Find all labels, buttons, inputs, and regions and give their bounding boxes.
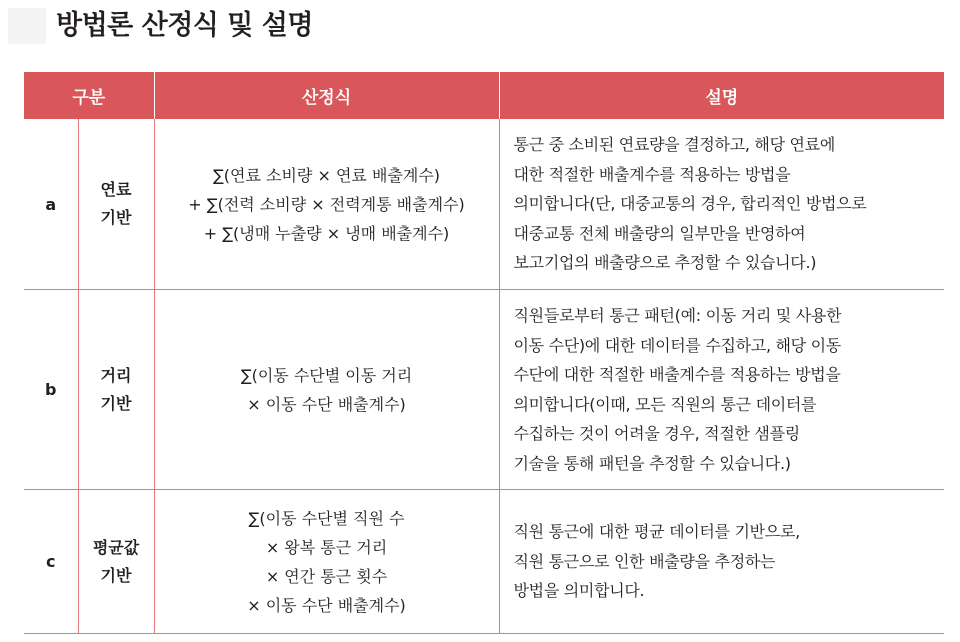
formula bbox=[154, 119, 499, 290]
formula-line: + ∑(전력 소비량 × 전력계통 배출계수) bbox=[188, 194, 465, 214]
description-line: 대한 적절한 배출계수를 적용하는 방법을 bbox=[513, 164, 791, 184]
header-description: 설명 bbox=[499, 72, 944, 119]
method-name bbox=[78, 290, 154, 490]
title-decoration bbox=[8, 8, 46, 44]
description-line: 의미합니다(이때, 모든 직원의 통근 데이터를 bbox=[513, 394, 817, 414]
formula-line: ∑(이동 수단별 이동 거리 bbox=[240, 365, 413, 385]
description-line: 의미합니다(단, 대중교통의 경우, 합리적인 방법으로 bbox=[513, 194, 867, 214]
method-name-line: 거리 bbox=[100, 365, 132, 385]
row-code: b bbox=[24, 290, 78, 490]
table-row bbox=[24, 490, 944, 634]
description-line: 방법을 의미합니다. bbox=[513, 581, 645, 601]
formula bbox=[154, 490, 499, 634]
formula-line: × 이동 수단 배출계수) bbox=[247, 595, 406, 615]
description bbox=[499, 290, 944, 490]
table-row bbox=[24, 119, 944, 290]
description-line: 이동 수단)에 대한 데이터를 수집하고, 해당 이동 bbox=[513, 335, 841, 355]
description bbox=[499, 119, 944, 290]
method-name-line: 기반 bbox=[100, 393, 132, 413]
formula-line: × 이동 수단 배출계수) bbox=[247, 394, 406, 414]
method-name-line: 기반 bbox=[100, 565, 132, 585]
method-name bbox=[78, 490, 154, 634]
method-name-line: 평균값 bbox=[92, 537, 140, 557]
description-line: 통근 중 소비된 연료량을 결정하고, 해당 연료에 bbox=[513, 135, 835, 155]
description-line: 직원 통근에 대한 평균 데이터를 기반으로, bbox=[513, 522, 800, 542]
description-line: 수집하는 것이 어려울 경우, 적절한 샘플링 bbox=[513, 424, 800, 443]
row-code: a bbox=[24, 119, 78, 290]
description-line: 기술을 통해 패턴을 추정할 수 있습니다.) bbox=[513, 453, 791, 473]
description-line: 직원들로부터 통근 패턴(예: 이동 거리 및 사용한 bbox=[513, 306, 842, 325]
formula-line: × 왕복 통근 거리 bbox=[265, 537, 388, 557]
formula bbox=[154, 290, 499, 490]
header-formula: 산정식 bbox=[154, 72, 499, 119]
page-title: 방법론 산정식 및 설명 bbox=[56, 10, 313, 41]
formula-line: + ∑(냉매 누출량 × 냉매 배출계수) bbox=[203, 223, 450, 243]
formula-line: ∑(연료 소비량 × 연료 배출계수) bbox=[212, 165, 441, 185]
table-header-row bbox=[24, 72, 944, 119]
description-line: 보고기업의 배출량으로 추정할 수 있습니다.) bbox=[513, 253, 817, 273]
method-name bbox=[78, 119, 154, 290]
header-category: 구분 bbox=[24, 72, 154, 119]
method-name-line: 기반 bbox=[100, 208, 132, 227]
formula-line: × 연간 통근 횟수 bbox=[265, 566, 388, 586]
description-line: 대중교통 전체 배출량의 일부만을 반영하여 bbox=[513, 223, 806, 243]
method-name-line: 연료 bbox=[100, 180, 132, 199]
methodology-table bbox=[24, 72, 944, 634]
row-code: c bbox=[24, 490, 78, 634]
description bbox=[499, 490, 944, 634]
formula-line: ∑(이동 수단별 직원 수 bbox=[248, 508, 405, 528]
description-line: 수단에 대한 적절한 배출계수를 적용하는 방법을 bbox=[513, 365, 841, 384]
description-line: 직원 통근으로 인한 배출량을 추정하는 bbox=[513, 551, 776, 571]
table-row bbox=[24, 290, 944, 490]
